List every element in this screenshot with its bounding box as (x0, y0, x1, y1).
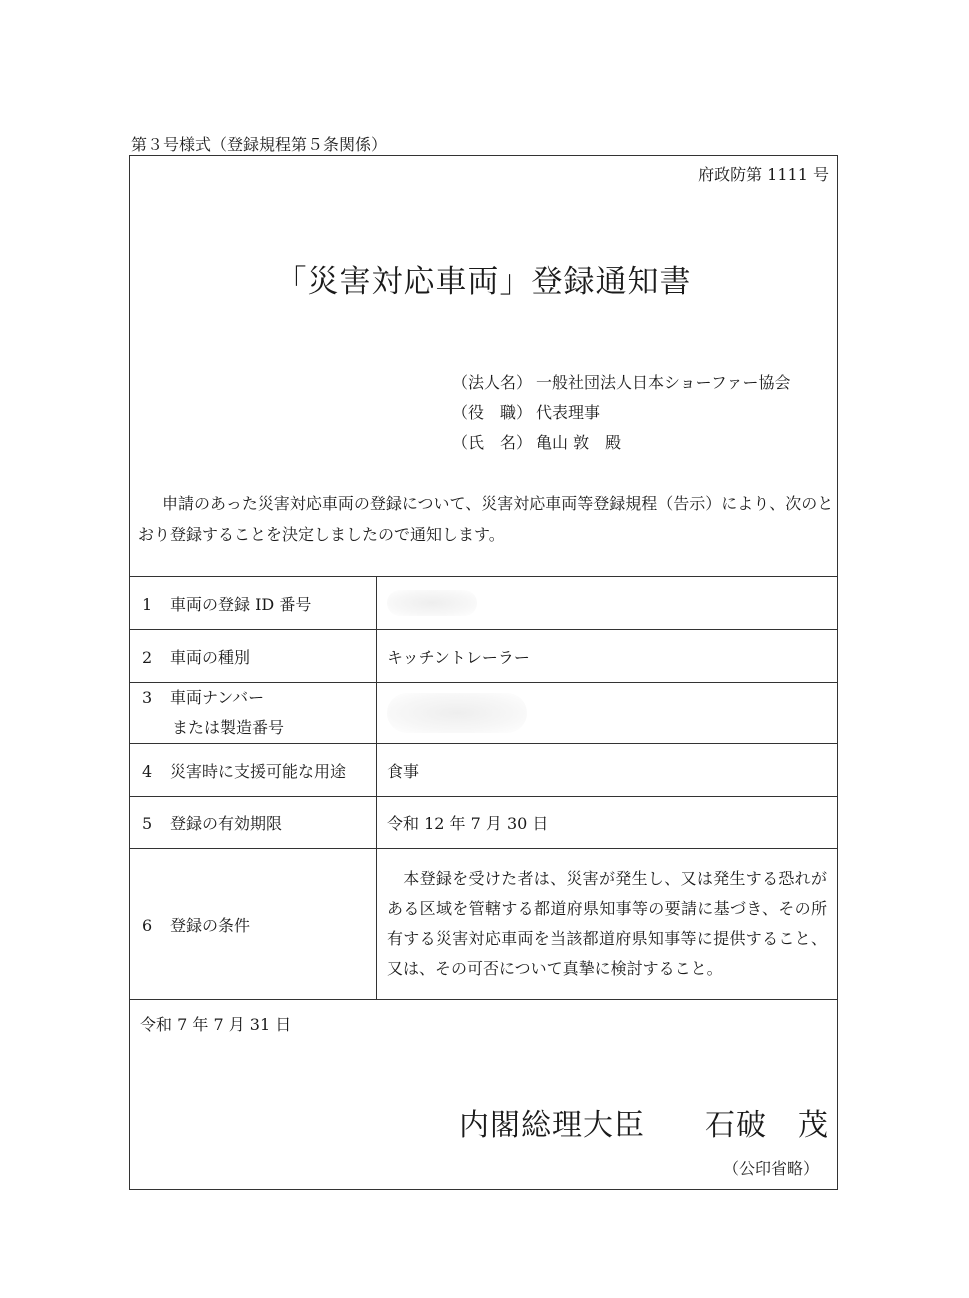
item-number: 1 (142, 594, 153, 614)
redaction-mark (387, 693, 527, 733)
table-row (130, 577, 838, 630)
item-label-text: 車両の登録 ID 番号 (170, 594, 312, 614)
notice-frame (129, 155, 838, 1190)
registration-table (129, 576, 838, 1000)
table-row (130, 797, 838, 849)
item-value-redacted (377, 683, 838, 744)
item-number: 2 (142, 647, 153, 667)
table-row (130, 630, 838, 683)
item-number: 5 (142, 814, 153, 833)
item-label (130, 797, 377, 849)
table-row (130, 744, 838, 797)
item-label (130, 630, 377, 683)
item-value-condition (377, 849, 838, 1000)
item-label-text: 車両ナンバー (170, 688, 265, 707)
item-label (130, 849, 377, 1000)
item-value: キッチントレーラー (377, 630, 838, 683)
addressee-corporation-key: （法人名） (452, 373, 533, 392)
signer-title: 内閣総理大臣 (459, 1108, 645, 1143)
addressee-corporation-value: 一般社団法人日本ショーファー協会 (536, 373, 791, 392)
notice-body-text: 申請のあった災害対応車両の登録について、災害対応車両等登録規程（告示）により、次のとおり登録することを決定しましたので通知します。 (138, 494, 834, 544)
addressee-name-value: 亀山 敦 殿 (536, 433, 622, 452)
addressee-position-value: 代表理事 (536, 403, 601, 422)
table-row (130, 849, 838, 1000)
addressee-name-key: （氏 名） (452, 433, 533, 452)
signer-name: 石破 茂 (705, 1108, 829, 1143)
table-row (130, 683, 838, 744)
item-label-text: 災害時に支援可能な用途 (170, 761, 347, 781)
addressee-block (452, 368, 791, 458)
item-label-text-line2: または製造番号 (172, 718, 285, 737)
item-label-text: 登録の条件 (170, 915, 251, 935)
redaction-mark (387, 590, 477, 616)
item-label (130, 577, 377, 630)
seal-note: （公印省略） (722, 1159, 819, 1178)
document-title: 「災害対応車両」登録通知書 (275, 264, 692, 300)
item-number: 4 (142, 761, 153, 781)
document-number: 府政防第 1111 号 (698, 165, 829, 184)
addressee-corporation (452, 368, 791, 398)
item-number: 6 (142, 915, 153, 935)
issue-date: 令和 7 年 7 月 31 日 (140, 1015, 292, 1034)
item-label (130, 683, 377, 744)
item-value-redacted (377, 577, 838, 630)
signer (459, 1100, 829, 1144)
addressee-position (452, 398, 791, 428)
addressee-position-key: （役 職） (452, 403, 533, 422)
item-label (130, 744, 377, 797)
item-value: 食事 (377, 744, 838, 797)
item-value: 令和 12 年 7 月 30 日 (377, 797, 838, 849)
condition-text: 本登録を受けた者は、災害が発生し、又は発生する恐れがある区域を管轄する都道府県知事等の要請に基づき、その所有する災害対応車両を当該都道府県知事等に提供すること、又は、その可否について真摯に検討すること。 (387, 869, 827, 978)
notice-body (138, 488, 837, 550)
item-label-text: 車両の種別 (170, 647, 251, 667)
item-number: 3 (142, 688, 153, 707)
item-label-text: 登録の有効期限 (170, 814, 283, 833)
addressee-name (452, 428, 791, 458)
form-label: 第３号様式（登録規程第５条関係） (131, 135, 388, 154)
